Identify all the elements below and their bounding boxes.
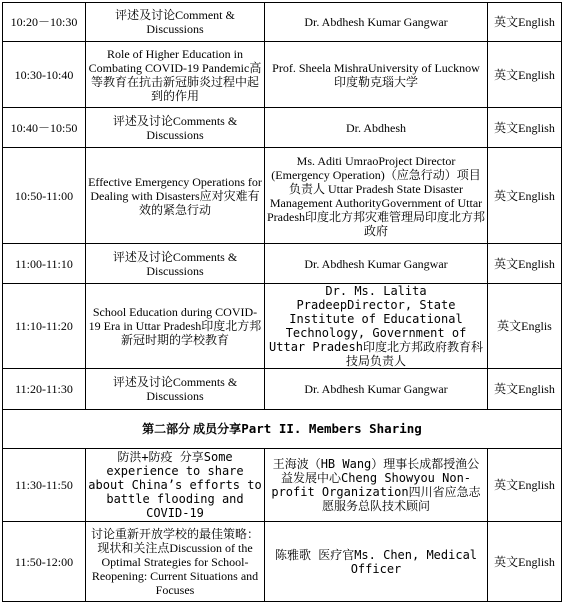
time-cell: 10:30-10:40 <box>3 42 86 108</box>
topic-cell: 评述及讨论Comments & Discussions <box>86 108 265 148</box>
agenda-table <box>2 2 562 602</box>
time-cell: 11:30-11:50 <box>3 449 86 522</box>
language-cell: 英文English <box>488 244 562 284</box>
time-cell: 11:00-11:10 <box>3 244 86 284</box>
topic-cell: 讨论重新开放学校的最佳策略：现状和关注点Discussion of the Optimal Strategies for School-Reopening: Current Situations and Focuses <box>86 522 265 602</box>
table-row <box>3 449 562 522</box>
section-header-row <box>3 410 562 449</box>
language-cell: 英文English <box>488 369 562 410</box>
language-cell: 英文Englis <box>488 284 562 369</box>
speaker-cell: Dr. Abdhesh Kumar Gangwar <box>265 3 488 42</box>
topic-cell: 防洪+防疫 分享Some experience to share about China’s efforts to battle flooding and COVID-19 <box>86 449 265 522</box>
topic-cell: 评述及讨论Comments & Discussions <box>86 369 265 410</box>
table-row <box>3 42 562 108</box>
table-row <box>3 148 562 244</box>
topic-cell: 评述及讨论Comments & Discussions <box>86 244 265 284</box>
speaker-cell: 陈雅歌 医疗官Ms. Chen, Medical Officer <box>265 522 488 602</box>
language-cell: 英文English <box>488 522 562 602</box>
time-cell: 11:50-12:00 <box>3 522 86 602</box>
table-row <box>3 522 562 602</box>
topic-cell: Role of Higher Education in Combating COVID-19 Pandemic高等教育在抗击新冠肺炎过程中起到的作用 <box>86 42 265 108</box>
language-cell: 英文English <box>488 108 562 148</box>
topic-cell: Effective Emergency Operations for Dealing with Disasters应对灾难有效的紧急行动 <box>86 148 265 244</box>
time-cell: 10:20－10:30 <box>3 3 86 42</box>
table-row <box>3 369 562 410</box>
topic-cell: School Education during COVID-19 Era in Uttar Pradesh印度北方邦新冠时期的学校教育 <box>86 284 265 369</box>
speaker-cell: Ms. Aditi UmraoProject Director (Emergency Operation)（应急行动）项目负责人 Uttar Pradesh State Disaster Management AuthorityGovernment of Uttar Pradesh印度北方邦灾难管理局印度北方邦政府 <box>265 148 488 244</box>
time-cell: 11:20-11:30 <box>3 369 86 410</box>
time-cell: 11:10-11:20 <box>3 284 86 369</box>
table-row <box>3 108 562 148</box>
table-row <box>3 244 562 284</box>
language-cell: 英文English <box>488 449 562 522</box>
language-cell: 英文English <box>488 3 562 42</box>
topic-cell: 评述及讨论Comment & Discussions <box>86 3 265 42</box>
speaker-cell: Prof. Sheela MishraUniversity of Lucknow 印度勒克瑙大学 <box>265 42 488 108</box>
speaker-cell: Dr. Ms. Lalita PradeepDirector, State Institute of Educational Technology, Government of Uttar Pradesh印度北方邦政府教育科技局负责人 <box>265 284 488 369</box>
section-title-zh: 第二部分 成员分享 <box>142 422 242 436</box>
speaker-cell: 王海波（HB Wang）理事长成都授渔公益发展中心Cheng Showyou Non-profit Organization四川省应急志愿服务总队技术顾问 <box>265 449 488 522</box>
time-cell: 10:50-11:00 <box>3 148 86 244</box>
language-cell: 英文English <box>488 148 562 244</box>
section-header <box>3 410 562 449</box>
section-title-en: Part II. Members Sharing <box>241 421 422 436</box>
language-cell: 英文English <box>488 42 562 108</box>
table-row <box>3 284 562 369</box>
time-cell: 10:40－10:50 <box>3 108 86 148</box>
speaker-cell: Dr. Abdhesh <box>265 108 488 148</box>
speaker-cell: Dr. Abdhesh Kumar Gangwar <box>265 244 488 284</box>
speaker-cell: Dr. Abdhesh Kumar Gangwar <box>265 369 488 410</box>
table-row <box>3 3 562 42</box>
